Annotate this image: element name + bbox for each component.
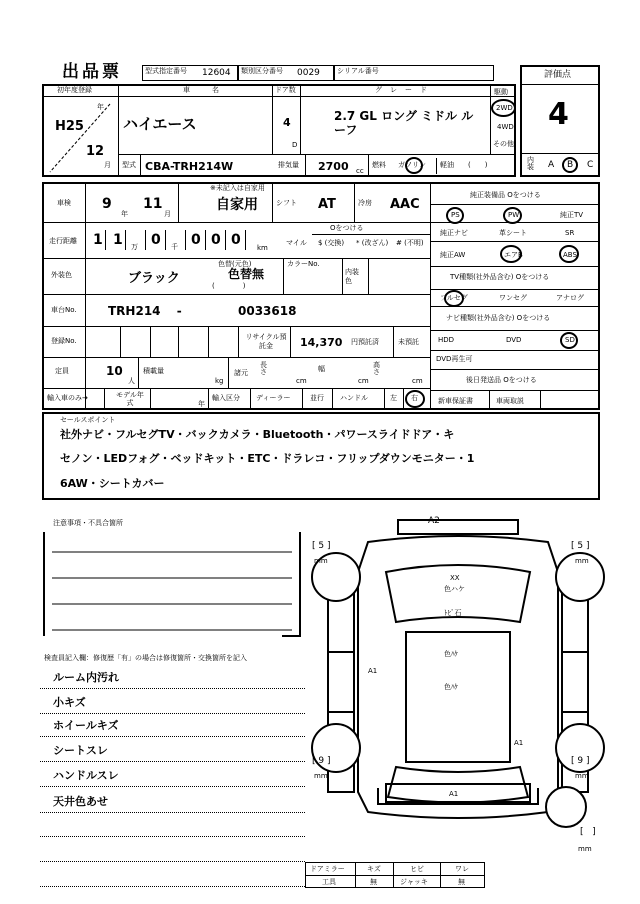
mileage-circle-hint: Oをつける [330, 224, 364, 232]
equip-abs-circle [559, 245, 579, 263]
legend-cell: 無 [458, 878, 465, 886]
form-type-label: 型式指定番号 [145, 67, 187, 75]
tread-unit: mm [575, 772, 589, 780]
inspector-item: シートスレ [53, 744, 108, 757]
chassis-number: 0033618 [238, 304, 297, 318]
exterior-value: ブラック [128, 271, 180, 286]
navi-sd: SD [565, 336, 575, 344]
interior-a: A [548, 160, 555, 170]
tread-front-left: [ 5 ] [312, 541, 331, 551]
form-type-value: 12604 [202, 68, 231, 78]
capacity-value: 10 [106, 364, 123, 378]
shift-value: AT [318, 197, 336, 212]
drive-4wd: 4WD [497, 123, 514, 131]
tread-unit: mm [575, 557, 589, 565]
fuel-gasoline-circle [405, 157, 423, 174]
displacement-value: 2700 [318, 160, 349, 173]
serial-label: シリアル番号 [337, 67, 379, 75]
tv-title: TV種類(社外品含む) Oをつける [450, 273, 550, 281]
odo-digit: 1 [113, 232, 123, 248]
damage-color-rear: 色ﾊｹ [444, 683, 458, 691]
damage-a1-right: A1 [514, 739, 524, 747]
tread-value: 5 [318, 541, 325, 551]
import-dealer: ディーラー [256, 394, 291, 402]
name-label: 車名 [183, 86, 241, 94]
inspector-label: 検査員記入欄：修復歴「有」の場合は修復箇所・交換箇所を記入 [44, 654, 247, 662]
tread-unit: mm [578, 845, 592, 853]
odo-km-unit: km [257, 244, 268, 252]
damage-stone-chip: ﾄﾋﾞ石 [444, 609, 462, 617]
doors-unit: D [292, 141, 298, 149]
damage-a1-bottom: A1 [449, 790, 459, 798]
interior-label: 内装 [527, 156, 534, 171]
doors-value: 4 [283, 116, 291, 129]
equipment-title: 純正装備品 Oをつける [470, 191, 541, 199]
tread-front-right: [ 5 ] [571, 541, 590, 551]
cc-unit: cc [356, 167, 364, 175]
navi-title: ナビ種類(社外品含む) Oをつける [446, 314, 551, 322]
reg-note: ※未記入は自家用 [210, 184, 265, 192]
orig-color-paren: ( ) [212, 282, 246, 290]
orig-color-label: 色替(元色) [218, 260, 252, 268]
damage-color-roof: 色ハケ [444, 585, 465, 593]
capacity-unit: 人 [128, 377, 135, 385]
caution-box [42, 526, 304, 642]
recycle-label: リサイクル預託金 [245, 333, 287, 350]
equip-ps-circle [446, 207, 464, 224]
interior-b: B [567, 160, 574, 170]
tread-value: 5 [577, 541, 584, 551]
reg-no-label: 登録No. [51, 337, 77, 345]
model-year-label: モデル年式 [116, 391, 144, 407]
dim-length-label: 長さ [260, 361, 267, 376]
interior-c: C [587, 160, 594, 170]
odometer [85, 228, 275, 252]
damage-color-side: 色ﾊｹ [444, 650, 458, 658]
drive-label: 駆動 [494, 88, 508, 96]
grade-value: 2.7 GL ロング ミドル ルーフ [334, 109, 474, 137]
after-title: 後日発送品 Oをつける [466, 376, 537, 384]
fuel-other-paren: ( ) [468, 161, 488, 169]
dim-height-label: 高さ [373, 361, 380, 376]
navi-dvd: DVD [506, 336, 522, 344]
after-warranty: 新車保証書 [438, 397, 473, 405]
year-unit: 年 [97, 103, 104, 111]
score-value: 4 [548, 97, 569, 132]
score-label: 評価点 [544, 70, 572, 80]
sales-line: 社外ナビ・フルセグTV・バックカメラ・Bluetooth・パワースライドドア・キ [60, 428, 455, 441]
navi-sd-circle [560, 332, 578, 349]
after-manual: 車両取説 [496, 397, 524, 405]
first-reg-label: 初年度登録 [57, 86, 92, 94]
class-label: 類別区分番号 [241, 67, 283, 75]
shift-label: シフト [276, 199, 297, 207]
cool-label: 冷房 [358, 199, 372, 207]
orig-color-value: 色替無 [228, 267, 265, 281]
drive-other: その他 [493, 140, 514, 148]
recycle-paid: 円預託済 [351, 338, 379, 346]
tv-fullseg-circle [444, 290, 464, 307]
inspection-year-unit: 年 [121, 210, 128, 218]
displacement-label: 排気量 [278, 161, 299, 169]
mile-label: マイル [286, 239, 307, 247]
equip-aw: 純正AW [440, 251, 466, 259]
chassis-label: 車台No. [51, 306, 77, 314]
vehicle-name: ハイエース [123, 115, 197, 133]
mileage-unknown: # (不明) [396, 239, 424, 247]
inspector-item: 天井色あせ [53, 795, 108, 808]
steering-right-circle [405, 390, 425, 408]
class-value: 0029 [297, 68, 320, 78]
odo-digit: 1 [93, 232, 103, 248]
inspection-label: 車検 [57, 199, 71, 207]
inspector-item: ルーム内汚れ [53, 671, 119, 684]
dim-width-label: 幅 [318, 365, 325, 373]
equip-abs: ABS [563, 251, 577, 259]
steering-right: 右 [411, 394, 418, 402]
steering-left: 左 [390, 394, 397, 402]
damage-a2: A2 [428, 516, 440, 526]
recycle-value: 14,370 [300, 336, 343, 349]
legend-cell: ドアミラー [310, 865, 345, 873]
odo-digit: 0 [231, 232, 241, 248]
damage-xx: XX [450, 574, 460, 582]
doors-label: ドア数 [275, 86, 296, 94]
equip-ps: PS [451, 211, 460, 219]
equip-tv: 純正TV [560, 211, 584, 219]
equip-leather: 革シート [499, 229, 527, 237]
inspector-item: 小キズ [53, 696, 86, 709]
capacity-label: 定員 [55, 367, 69, 375]
caution-label: 注意事項・不具合箇所 [53, 519, 123, 527]
equip-sr: SR [565, 229, 575, 237]
equip-pw-circle [503, 207, 522, 224]
chassis-prefix: TRH214 - [108, 304, 182, 318]
dim-width-unit: cm [358, 377, 369, 385]
steering-label: ハンドル [340, 394, 368, 402]
tread-rear-left: [ 9 ] [312, 756, 331, 766]
import-parallel: 並行 [310, 394, 324, 402]
first-reg-month: 12 [86, 144, 105, 159]
odo-man-unit: 万 [131, 243, 138, 251]
tv-oneseg: ワンセグ [499, 294, 527, 302]
tread-value: 9 [577, 756, 584, 766]
damage-a1-left: A1 [368, 667, 378, 675]
dim-label: 諸元 [234, 369, 248, 377]
odo-digit: 0 [151, 232, 161, 248]
model-label: 型式 [122, 161, 136, 169]
inspector-item: ハンドルスレ [53, 769, 119, 782]
cool-value: AAC [390, 197, 420, 212]
fuel-label: 燃料 [372, 161, 386, 169]
tread-value: 9 [318, 756, 325, 766]
color-no-label: カラーNo. [287, 260, 320, 268]
usage-value: 自家用 [216, 197, 258, 213]
fuel-lightoil: 軽油 [440, 161, 454, 169]
import-class-label: 輸入区分 [212, 394, 240, 402]
inspection-year: 9 [102, 196, 112, 212]
tread-unit: mm [314, 772, 328, 780]
equip-pw: PW [508, 211, 520, 219]
odo-digit: 0 [191, 232, 201, 248]
page-title: 出品票 [62, 62, 122, 82]
month-unit: 月 [104, 161, 111, 169]
exterior-label: 外装色 [51, 271, 72, 279]
inspector-item: ホイールキズ [53, 719, 119, 732]
legend-cell: 工具 [322, 878, 336, 886]
legend-cell: ジャッキ [400, 878, 428, 886]
equip-airbag-circle [500, 245, 522, 263]
tread-unit: mm [314, 557, 328, 565]
dim-length-unit: cm [296, 377, 307, 385]
equip-airbag: エアB [504, 251, 523, 259]
odo-sen-unit: 千 [171, 243, 178, 251]
legend-cell: ヒビ [410, 865, 424, 873]
mileage-exchange: $ (交換) [318, 239, 345, 247]
navi-hdd: HDD [438, 336, 455, 344]
inspection-month: 11 [143, 196, 163, 212]
interior-b-circle [562, 157, 578, 173]
era: H25 [55, 119, 84, 134]
drive-2wd: 2WD [496, 104, 513, 112]
mileage-label: 走行距離 [49, 237, 77, 245]
odo-digit: 0 [211, 232, 221, 248]
import-label: 輸入車のみ→ [47, 394, 88, 402]
equip-navi: 純正ナビ [440, 229, 468, 237]
dvd-label: DVD再生可 [436, 355, 473, 363]
grade-label: グレード [375, 86, 435, 94]
sales-line: セノン・LEDフォグ・ベッドキット・ETC・ドラレコ・フリップダウンモニター・1 [60, 452, 475, 465]
inspection-month-unit: 月 [164, 210, 171, 218]
model-year-unit: 年 [198, 400, 205, 408]
drive-2wd-circle [491, 99, 516, 117]
mileage-altered: * (改ざん) [356, 239, 389, 247]
legend-cell: キズ [367, 865, 381, 873]
legend-cell: 無 [370, 878, 377, 886]
sales-label: セールスポイント [60, 416, 116, 424]
sales-line: 6AW・シートカバー [60, 477, 165, 490]
legend-cell: ワレ [455, 865, 469, 873]
tread-rear-right: [ 9 ] [571, 756, 590, 766]
recycle-unpaid: 未預託 [398, 338, 419, 346]
fuel-gasoline: ガソリン [398, 161, 426, 169]
tread-spare: [ ] [580, 827, 596, 837]
car-damage-diagram [308, 512, 608, 892]
dim-height-unit: cm [412, 377, 423, 385]
tv-fullseg: フルセグ [440, 294, 468, 302]
model-value: CBA-TRH214W [145, 160, 234, 173]
load-label: 積載量 [143, 367, 164, 375]
load-unit: kg [215, 377, 224, 385]
tv-analog: アナログ [556, 294, 584, 302]
int-color-label: 内装色 [345, 268, 359, 285]
